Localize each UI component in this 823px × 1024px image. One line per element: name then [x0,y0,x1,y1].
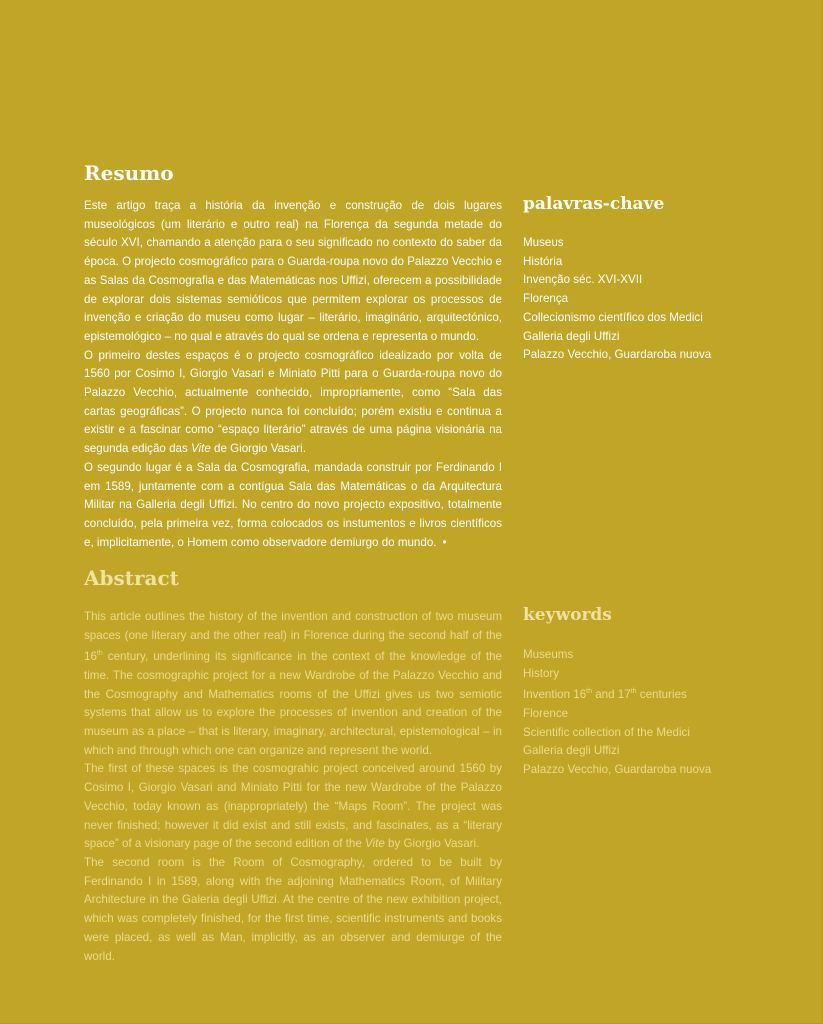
keyword-pt-item: Florença [523,292,569,306]
resumo-body [84,197,502,552]
abstract-p2-end: by Giorgio Vasari. [384,837,480,851]
end-bullet: • [442,535,447,549]
resumo-p3-text: O segundo lugar é a Sala da Cosmografia, mandada construir por Ferdinando I em 1589, juntamente com a contígua Sala das Matemáticas o da Arquitectura Militar na Galleria degli Uffizi. No centro do novo projecto expositivo, totalmente concluído, pela primeira vez, forma colocados os instumentos e livros científicos e, implicitamente, o Homem como observadore demiurgo do mundo. [84,460,502,549]
abstract-p1-rest: century, underlining its significance in the context of the knowledge of the time. The cosmographic project for a new Wardrobe of the Palazzo Vecchio and the Cosmography and Mathematics rooms of the Uffizi gives us two semiotic systems that allow us to explore the processes of invention and creation of the museum as a place – that is literary, imaginary, architectural, epistemological – in which and through which one can organize and represent the world. [84,650,502,757]
ordinal-suffix: th [96,650,103,658]
keywords-list [523,646,711,780]
keyword-en-item: History [523,666,560,680]
keyword-pt-item: Galleria degli Uffizi [523,329,620,343]
resumo-heading: Resumo [84,161,174,185]
abstract-heading: Abstract [84,566,179,590]
keyword-en-item: Scientific collection of the Medici [523,725,690,739]
abstract-body [84,608,502,966]
ordinal-suffix: th [630,688,637,696]
keyword-pt-item: Palazzo Vecchio, Guardaroba nuova [523,348,712,362]
abstract-p1-text: This article outlines the history of the invention and construction of two museum spaces (one literary and the other real) in Florence during the second half of the 16 [84,610,502,664]
keyword-en-item: Palazzo Vecchio, Guardaroba nuova [523,763,712,777]
keyword-text: Invention 16 [523,688,587,702]
vite-title: Vite [191,442,211,456]
abstract-paragraph-2 [84,760,502,854]
keyword-pt-item: História [523,254,563,268]
keyword-text: centuries [636,688,687,702]
keyword-en-item: Museums [523,648,574,661]
keyword-pt-item: Museus [523,236,564,249]
keyword-en-item [523,683,711,705]
resumo-p2-end: de Giorgio Vasari. [210,442,306,456]
palavras-chave-heading: palavras-chave [523,194,665,214]
keyword-text: and 17 [592,688,631,702]
keyword-pt-item: Invenção séc. XVI-XVII [523,273,643,287]
palavras-chave-list [523,234,711,365]
resumo-paragraph-3 [84,459,502,553]
resumo-paragraph-2 [84,347,502,459]
keyword-pt-item: Collecionismo científico dos Medici [523,310,703,324]
resumo-p2-text: O primeiro destes espaços é o projecto cosmográfico idealizado por volta de 1560 por Cosimo I, Giorgio Vasari e Miniato Pitti para o Guarda-roupa novo do Palazzo Vecchio, actualmente conhecido, impropriamente, como “Sala das cartas geográficas”. O projecto nunca foi concluído; porém existiu e continua a existir e a fascinar como “espaço literário” através de uma página visionária na segunda edição das [84,348,502,456]
abstract-paragraph-3: The second room is the Room of Cosmography, ordered to be built by Ferdinando I in 1589, along with the adjoining Mathematics Room, of Military Architecture in the Galeria degli Uffizi. At the centre of the new exhibition project, which was completely finished, for the first time, scientific instruments and books were placed, as well as Man, implicitly, as an observer and demiurge of the world. [84,856,502,963]
keyword-en-item: Florence [523,706,569,720]
abstract-paragraph-1 [84,608,502,760]
resumo-paragraph-1: Este artigo traça a história da invenção e construção de dois lugares museológicos (um literário e outro real) na Florença da segunda metade do século XVI, chamando a atenção para o seu significado no contexto do saber da época. O projecto cosmográfico para o Guarda-roupa novo do Palazzo Vecchio e as Salas da Cosmografia e das Matemáticas nos Uffizi, oferecem a possibilidade de explorar dois sistemas semióticos que permitem explorar os processos de invenção e criação do museu como lugar – literário, imaginário, arquitectónico, epistemológico – no qual e através do qual se ordena e representa o mundo. [84,199,502,343]
abstract-p2-text: The first of these spaces is the cosmograhic project conceived around 1560 by Cosimo I, Giorgio Vasari and Miniato Pitti for the new Wardrobe of the Palazzo Vecchio, today known as (inappropriately) the “Maps Room”. The project was never finished; however it did exist and still exists, and fascinates, as a “literary space” of a visionary page of the second edition of the [84,762,502,851]
keyword-en-item: Galleria degli Uffizi [523,744,620,758]
ordinal-suffix: th [586,688,593,696]
vite-title: Vite [365,837,385,851]
keywords-heading: keywords [523,605,612,625]
